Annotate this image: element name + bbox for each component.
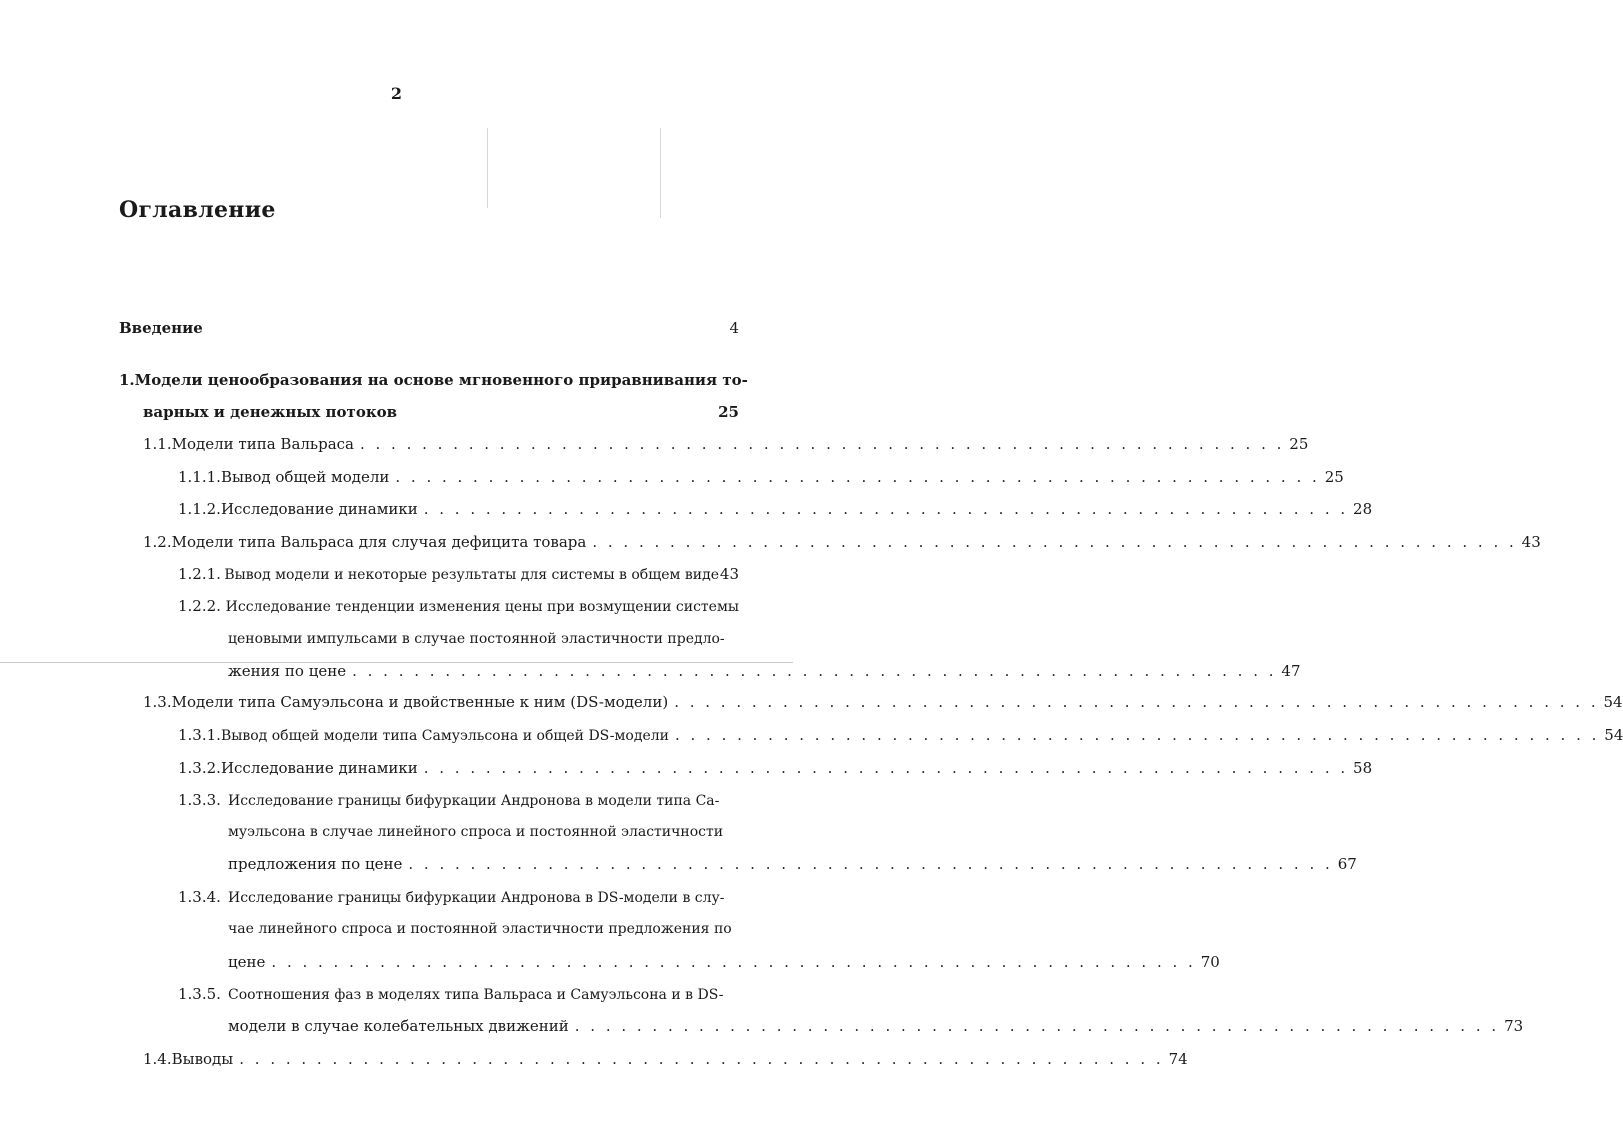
toc-entry-1-4[interactable]: [143, 1047, 1188, 1071]
toc-entry-page: 74: [1168, 1050, 1188, 1068]
toc-entry-number: 1.2.2.: [178, 597, 221, 615]
toc-entry-title-cont: муэльсона в случае линейного спроса и постоянной эластичности: [228, 824, 724, 840]
toc-entry-1-3-4[interactable]: [178, 885, 739, 909]
toc-entry-1-1[interactable]: [143, 432, 1309, 456]
toc-entry-ch1[interactable]: [119, 368, 748, 392]
toc-entry-number: 1.2.1.: [178, 565, 221, 583]
toc-entry-number: 1.3.: [143, 693, 172, 711]
toc-leader: . . . . . . . . . . . . . . . . . . . . . . . . . . . . . . . . . . . . . . . . . . . . . . . . . . . . . . . . . . . .: [423, 759, 1349, 777]
toc-entry-title: Выводы: [171, 1050, 234, 1068]
toc-entry-1-2-1[interactable]: [178, 562, 739, 586]
toc-entry-title: Исследование динамики: [220, 759, 418, 777]
toc-entry-page: 70: [1200, 953, 1220, 971]
toc-entry-title: Модели типа Самуэльсона и двойственные к ним (DS-модели): [171, 693, 669, 711]
toc-entry-number: 1.: [119, 371, 135, 389]
toc-entry-intro[interactable]: [119, 316, 739, 340]
toc-entry-title: Соотношения фаз в моделях типа Вальраса и Самуэльсона и в DS-: [228, 987, 724, 1003]
toc-entry-title: Исследование тенденции изменения цены при возмущении системы: [225, 599, 739, 615]
toc-entry-title-cont: цене: [228, 953, 266, 971]
toc-entry-page: 54: [1604, 726, 1623, 744]
toc-entry-page: 25: [1324, 468, 1344, 486]
toc-leader: . . . . . . . . . . . . . . . . . . . . . . . . . . . . . . . . . . . . . . . . . . . . . . . . . . . . . . . . . . . .: [395, 468, 1320, 486]
toc-entry-1-3-5-cont[interactable]: [228, 1014, 1524, 1038]
toc-entry-1-3-5[interactable]: [178, 982, 739, 1006]
toc-entry-ch1-cont[interactable]: [143, 400, 739, 424]
toc-entry-number: 1.1.1.: [178, 468, 221, 486]
toc-entry-page: 73: [1504, 1017, 1524, 1035]
toc-entry-page: 43: [1521, 533, 1541, 551]
toc-entry-title-cont: модели в случае колебательных движений: [228, 1017, 569, 1035]
toc-leader: . . . . . . . . . . . . . . . . . . . . . . . . . . . . . . . . . . . . . . . . . . . . . . . . . . . . . . . . . . . .: [423, 500, 1349, 518]
toc-entry-title: Исследование границы бифуркации Андронова в DS-модели в слу-: [228, 890, 725, 906]
toc-entry-title-cont: жения по цене: [228, 662, 347, 680]
toc-leader: . . . . . . . . . . . . . . . . . . . . . . . . . . . . . . . . . . . . . . . . . . . . . . . . . . . . . . . . . . . .: [271, 953, 1196, 971]
toc-entry-page: 28: [1353, 500, 1373, 518]
toc-entry-1-2-2-cont[interactable]: [228, 659, 1301, 683]
toc-entry-title-cont: чае линейного спроса и постоянной эластичности предложения по: [228, 921, 732, 937]
toc-entry-title: Введение: [119, 319, 203, 337]
toc-entry-1-3-2[interactable]: [178, 756, 1373, 780]
toc-entry-1-3-3[interactable]: [178, 788, 739, 812]
toc-entry-number: 1.2.: [143, 533, 172, 551]
toc-entry-number: 1.1.: [143, 435, 172, 453]
toc-leader: . . . . . . . . . . . . . . . . . . . . . . . . . . . . . . . . . . . . . . . . . . . . . . . . . . . . . . . . . . . .: [408, 855, 1333, 873]
toc-entry-title: Исследование динамики: [220, 500, 418, 518]
toc-entry-1-3-1[interactable]: [178, 723, 1623, 747]
toc-entry-number: 1.3.3.: [178, 791, 221, 809]
toc-entry-1-2[interactable]: [143, 530, 1541, 554]
toc-entry-1-3[interactable]: [143, 690, 1623, 714]
toc-entry-number: 1.3.1.: [178, 726, 221, 744]
toc-entry-1-3-3-cont[interactable]: [228, 852, 1357, 876]
toc-leader: . . . . . . . . . . . . . . . . . . . . . . . . . . . . . . . . . . . . . . . . . . . . . . . . . . . . . . . . . . . .: [674, 693, 1599, 711]
toc-entry-number: 1.4.: [143, 1050, 172, 1068]
toc-entry-title: Вывод модели и некоторые результаты для системы в общем виде: [224, 567, 719, 583]
toc-leader: . . . . . . . . . . . . . . . . . . . . . . . . . . . . . . . . . . . . . . . . . . . . . . . . . . . . . . . . . . . .: [359, 435, 1285, 453]
toc-entry-title: Модели типа Вальраса для случая дефицита товара: [171, 533, 587, 551]
toc-leader: . . . . . . . . . . . . . . . . . . . . . . . . . . . . . . . . . . . . . . . . . . . . . . . . . . . . . . . . . . . .: [592, 533, 1517, 551]
toc-leader: . . . . . . . . . . . . . . . . . . . . . . . . . . . . . . . . . . . . . . . . . . . . . . . . . . . . . . . . . . . .: [239, 1050, 1164, 1068]
toc-entry-title: Модели типа Вальраса: [171, 435, 354, 453]
toc-entry-page: 67: [1337, 855, 1357, 873]
toc-entry-page: 54: [1603, 693, 1623, 711]
toc-entry-1-1-1[interactable]: [178, 465, 1344, 489]
scan-artifact: [660, 128, 661, 218]
toc-leader: . . . . . . . . . . . . . . . . . . . . . . . . . . . . . . . . . . . . . . . . . . . . . . . . . . . . . . . . . . . .: [574, 1017, 1500, 1035]
toc-entry-page: 25: [718, 403, 739, 421]
toc-entry-page: 25: [1289, 435, 1309, 453]
toc-entry-title: Исследование границы бифуркации Андронова в модели типа Са-: [228, 793, 720, 809]
toc-entry-number: 1.3.2.: [178, 759, 221, 777]
toc-entry-1-1-2[interactable]: [178, 497, 1373, 521]
toc-entry-title: Вывод общей модели: [220, 468, 390, 486]
page-number: 2: [390, 84, 403, 103]
toc-entry-page: 58: [1353, 759, 1373, 777]
toc-entry-number: 1.3.4.: [178, 888, 221, 906]
toc-entry-title: Вывод общей модели типа Самуэльсона и общей DS-модели: [220, 728, 669, 744]
toc-entry-title-cont: варных и денежных потоков: [143, 403, 398, 421]
toc-entry-page: 4: [729, 319, 739, 337]
toc-leader: . . . . . . . . . . . . . . . . . . . . . . . . . . . . . . . . . . . . . . . . . . . . . . . . . . . . . . . . . . . .: [352, 662, 1277, 680]
toc-entry-page: 47: [1281, 662, 1301, 680]
toc-entry-1-3-4-cont[interactable]: [228, 950, 1220, 974]
toc-entry-title-cont: ценовыми импульсами в случае постоянной эластичности предло-: [228, 631, 725, 647]
toc-entry-title: Модели ценообразования на основе мгновенного приравнивания то-: [134, 371, 748, 389]
toc-entry-1-2-2[interactable]: [178, 594, 739, 618]
toc-leader: . . . . . . . . . . . . . . . . . . . . . . . . . . . . . . . . . . . . . . . . . . . . . . . . . . . . . . . . . . . .: [674, 726, 1600, 744]
toc-heading: Оглавление: [119, 197, 276, 223]
scan-artifact: [487, 128, 488, 208]
toc-entry-page: 43: [719, 565, 739, 583]
toc-entry-title-cont: предложения по цене: [228, 855, 403, 873]
toc-entry-number: 1.3.5.: [178, 985, 221, 1003]
toc-entry-number: 1.1.2.: [178, 500, 221, 518]
